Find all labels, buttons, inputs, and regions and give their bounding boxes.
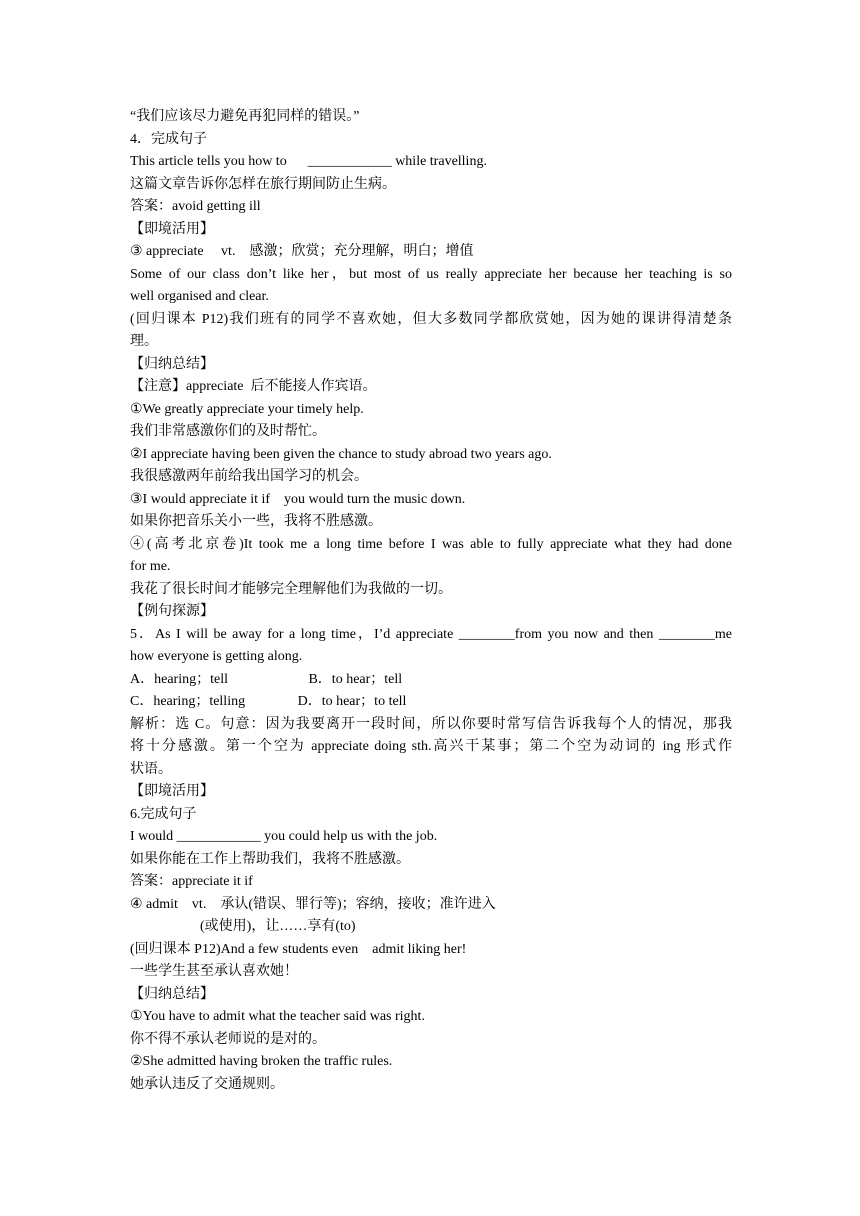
textbook-translation-cont: 理。 (130, 334, 158, 349)
admit-example-2-translation: 她承认违反了交通规则。 (130, 1076, 284, 1092)
example-1-translation: 我们非常感激你们的及时帮忙。 (130, 424, 326, 439)
admit-example-1-translation: 你不得不承认老师说的是对的。 (130, 1031, 326, 1047)
admit-textbook-example: (回归课本 P12)And a few students even admit liking her! (130, 941, 467, 957)
admit-example-2: ②She admitted having broken the traffic rules. (130, 1054, 393, 1069)
vocab-entry-admit-cont: (或使用)，让……享有(to) (130, 919, 356, 934)
section-heading-summary: 【归纳总结】 (130, 356, 214, 372)
analysis-line-2: 将十分感激。第一个空为 appreciate doing sth.高兴干某事；第二个空为动词的 ing 形式作 (130, 739, 732, 754)
options-c-d: C．hearing；telling D．to hear；to tell (130, 694, 407, 709)
quote-translation: “我们应该尽力避免再犯同样的错误。” (130, 109, 360, 124)
question-5-cont: how everyone is getting along. (130, 649, 303, 664)
example-2-translation: 我很感激两年前给我出国学习的机会。 (130, 469, 368, 484)
exercise-6-sentence: I would ____________ you could help us with the job. (130, 829, 438, 844)
note-line: 【注意】appreciate 后不能接人作宾语。 (130, 379, 377, 394)
options-a-b: A．hearing；tell B．to hear；tell (130, 671, 403, 687)
example-2: ②I appreciate having been given the chance to study abroad two years ago. (130, 446, 552, 462)
exercise-heading-4: 4．完成句子 (130, 131, 207, 147)
example-3: ③I would appreciate it if you would turn the music down. (130, 491, 466, 507)
question-5: 5．As I will be away for a long time，I’d appreciate ________from you now and then ________me (130, 626, 732, 642)
exercise-translation: 这篇文章告诉你怎样在旅行期间防止生病。 (130, 176, 396, 192)
admit-textbook-translation: 一些学生甚至承认喜欢她！ (130, 964, 298, 979)
exercise-sentence: This article tells you how to ____________ while travelling. (130, 154, 487, 169)
document-body (130, 106, 732, 1096)
exercise-heading-6: 6.完成句子 (130, 806, 197, 822)
example-4: ④(高考北京卷)It took me a long time before I was able to fully appreciate what they had done (130, 536, 732, 552)
analysis-line-1: 解析：选 C。句意：因为我要离开一段时间，所以你要时常写信告诉我每个人的情况，那我 (130, 716, 732, 732)
section-heading-source: 【例句探源】 (130, 604, 214, 619)
admit-example-1: ①You have to admit what the teacher said was right. (130, 1009, 425, 1024)
answer-6-line: 答案：appreciate it if (130, 874, 253, 889)
vocab-entry-appreciate: ③ appreciate vt. 感激；欣赏；充分理解，明白；增值 (130, 244, 474, 259)
example-4-translation: 我花了很长时间才能够完全理解他们为我做的一切。 (130, 581, 452, 597)
textbook-example: Some of our class don’t like her，but most of us really appreciate her because her teaching is so (130, 266, 732, 282)
analysis-line-3: 状语。 (130, 761, 172, 777)
exercise-6-translation: 如果你能在工作上帮助我们，我将不胜感激。 (130, 851, 410, 867)
example-3-translation: 如果你把音乐关小一些，我将不胜感激。 (130, 514, 382, 529)
answer-line: 答案：avoid getting ill (130, 199, 261, 214)
section-heading-practice: 【即境活用】 (130, 221, 214, 237)
vocab-entry-admit: ④ admit vt. 承认(错误、罪行等)；容纳，接收；准许进入 (130, 896, 496, 912)
textbook-example-cont: well organised and clear. (130, 289, 269, 304)
example-4-cont: for me. (130, 559, 171, 574)
section-heading-summary-2: 【归纳总结】 (130, 986, 214, 1002)
section-heading-practice-2: 【即境活用】 (130, 784, 214, 799)
example-1: ①We greatly appreciate your timely help. (130, 401, 364, 417)
textbook-translation: (回归课本 P12)我们班有的同学不喜欢她，但大多数同学都欣赏她，因为她的课讲得清楚条 (130, 311, 732, 327)
